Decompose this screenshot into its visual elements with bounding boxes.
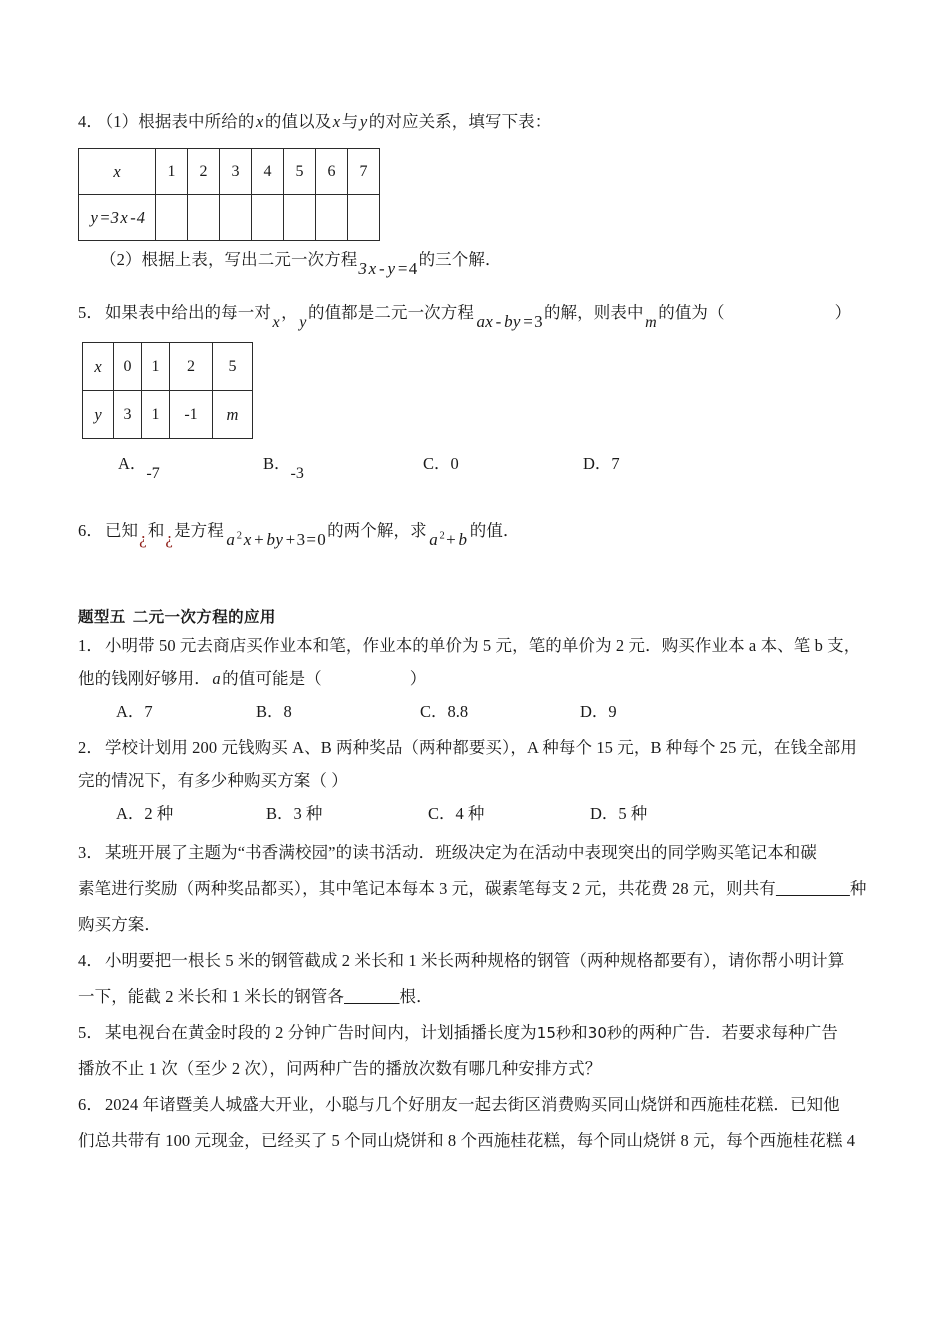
q5-equation: ax - by =3 <box>476 312 543 331</box>
choice-d[interactable]: D．5 种 <box>590 804 648 823</box>
question-4-part2 <box>100 245 878 278</box>
q5-row-y-label: y <box>83 391 114 439</box>
q5-var-y: y <box>299 314 307 331</box>
choice-a[interactable]: A．2 种 <box>116 804 174 823</box>
sub-question-5-number: 5． <box>78 1023 103 1042</box>
fill-in-blank[interactable] <box>344 987 400 1006</box>
s3-line2-a: 素笔进行奖励（两种奖品都买），其中笔记本每本 3 元，碳素笔每支 2 元，共花费 28 元，则共有 <box>78 879 776 898</box>
sub-question-3-line2 <box>78 871 878 907</box>
sub-question-1-line1 <box>78 631 878 661</box>
q4-x-value: 5 <box>284 149 316 195</box>
q4-header-label: x <box>79 149 156 195</box>
question-4-part1 <box>78 104 878 140</box>
q4-part1-tail: 的对应关系，填写下表： <box>368 112 552 131</box>
sub-question-2-number: 2． <box>78 738 103 757</box>
s5-duration-2: 30秒 <box>587 1024 623 1042</box>
q6-mid: 是方程 <box>174 521 224 540</box>
sub-question-3-line1 <box>78 835 878 871</box>
choice-b[interactable]: B．3 种 <box>266 804 323 823</box>
s3-line3: 购买方案． <box>78 915 161 934</box>
table-row-answers <box>79 195 380 241</box>
q5-mid: 的值都是二元一次方程 <box>307 303 474 322</box>
q6-tail: 的值． <box>469 521 520 540</box>
question-4-table <box>78 148 380 241</box>
q6-equation: a $^2$x + by +3=0 <box>226 530 327 549</box>
q4-answer-cell[interactable] <box>156 195 188 241</box>
sub-question-6-number: 6． <box>78 1095 103 1114</box>
q4-var-x-2: x <box>332 112 341 131</box>
sub-question-2-line2 <box>78 763 878 799</box>
q5-mid2: 的解，则表中 <box>543 303 644 322</box>
q4-equation-label: y =3x -4 <box>90 207 145 227</box>
choice-c[interactable]: C．4 种 <box>428 804 485 823</box>
q6-and: 和 <box>147 521 165 540</box>
s1-line1: 小明带 50 元去商店买作业本和笔，作业本的单价为 5 元，笔的单价为 2 元．购买作业本 a 本、笔 b 支， <box>104 636 861 655</box>
s1-line2-a: 他的钱刚好够用． <box>78 669 211 688</box>
q4-answer-cell[interactable] <box>252 195 284 241</box>
choice-a[interactable]: A．-7 <box>118 454 160 482</box>
q4-x-value: 2 <box>188 149 220 195</box>
section-title-main: 题型五 <box>78 608 126 626</box>
missing-equation-glyph: ¿ <box>165 529 174 548</box>
choice-c[interactable]: C．0 <box>423 454 459 473</box>
sub-question-3-number: 3． <box>78 843 103 862</box>
q4-answer-cell[interactable] <box>316 195 348 241</box>
q5-x-value: 5 <box>213 343 253 391</box>
q4-x-value: 7 <box>348 149 380 195</box>
table-row-header <box>79 149 380 195</box>
s2-line2: 完的情况下，有多少种购买方案（ ） <box>78 771 348 790</box>
q5-tail: 的值为（ <box>658 303 725 322</box>
q4-part2-lead: （2）根据上表，写出二元一次方程 <box>100 250 358 269</box>
q4-x-value: 3 <box>220 149 252 195</box>
q5-y-value: -1 <box>170 391 213 439</box>
sub-question-1-line2 <box>78 661 878 697</box>
s5-line1-c: 的两种广告．若要求每种广告 <box>622 1023 838 1042</box>
q4-x-value: 4 <box>252 149 284 195</box>
s3-line1: 某班开展了主题为“书香满校园”的读书活动．班级决定为在活动中表现突出的同学购买笔记本和碳 <box>104 843 817 862</box>
table-row <box>83 391 253 439</box>
s6-line1: 2024 年诸暨美人城盛大开业，小聪与几个好朋友一起去街区消费购买同山烧饼和西施桂花糕．已知他 <box>104 1095 840 1114</box>
sub-question-6-line1 <box>78 1087 878 1123</box>
q4-var-y: y <box>359 112 368 131</box>
sub-question-1-choices <box>78 697 878 733</box>
sub-question-2-choices <box>78 799 878 835</box>
q5-y-value: 3 <box>114 391 142 439</box>
q4-answer-cell[interactable] <box>188 195 220 241</box>
choice-a[interactable]: A．7 <box>116 702 153 721</box>
section-title-sub: 二元一次方程的应用 <box>132 608 276 626</box>
sub-question-4-line1 <box>78 943 878 979</box>
s4-line1: 小明要把一根长 5 米的钢管截成 2 米长和 1 米长两种规格的钢管（两种规格都要有），请你帮小明计算 <box>104 951 845 970</box>
q6-expression: a $^2$+ b <box>429 530 468 549</box>
q4-row-label <box>79 195 156 241</box>
s4-line2-b: 根． <box>399 987 433 1006</box>
sub-question-6-line2 <box>78 1123 878 1159</box>
q4-var-x-1: x <box>255 112 264 131</box>
section-heading <box>78 605 878 627</box>
q4-part2-equation: 3x - y =4 <box>358 259 418 278</box>
s5-line1-b: 和 <box>571 1023 588 1042</box>
sub-question-2-line1 <box>78 733 878 763</box>
s1-line2-c: ） <box>409 669 427 688</box>
choice-b[interactable]: B．8 <box>256 702 292 721</box>
s3-line2-b: 种 <box>849 879 867 898</box>
missing-equation-glyph: ¿ <box>139 529 147 548</box>
table-row <box>83 343 253 391</box>
q4-x-value: 1 <box>156 149 188 195</box>
sub-question-5-line2 <box>78 1051 878 1087</box>
choice-d[interactable]: D．9 <box>580 702 617 721</box>
q5-var-m: m <box>645 314 657 331</box>
q5-lead: 如果表中给出的每一对 <box>104 303 271 322</box>
fill-in-blank[interactable] <box>776 879 850 898</box>
q4-part1-mid2: 与 <box>341 112 359 131</box>
sub-question-3-line3 <box>78 907 878 943</box>
s4-line2-a: 一下，能截 2 米长和 1 米长的钢管各 <box>78 987 344 1006</box>
s2-line1: 学校计划用 200 元钱购买 A、B 两种奖品（两种都要买），A 种每个 15 元，B 种每个 25 元，在钱全部用 <box>104 738 857 757</box>
s6-line2: 们总共带有 100 元现金，已经买了 5 个同山烧饼和 8 个西施桂花糕，每个同山烧饼 8 元，每个西施桂花糕 4 <box>78 1131 856 1150</box>
q5-comma: ， <box>281 303 298 322</box>
s5-duration-1: 15秒 <box>536 1024 572 1042</box>
question-4-number: 4． <box>78 112 103 131</box>
sub-question-4-line2 <box>78 979 878 1015</box>
choice-d[interactable]: D．7 <box>583 454 620 473</box>
s1-line2-b: 的值可能是（ <box>222 669 322 688</box>
s5-line2: 播放不止 1 次（至少 2 次），问两种广告的播放次数有哪几种安排方式？ <box>78 1059 602 1078</box>
choice-c[interactable]: C．8.8 <box>420 702 469 721</box>
q4-x-value: 6 <box>316 149 348 195</box>
q5-x-value: 2 <box>170 343 213 391</box>
q6-lead: 已知 <box>104 521 139 540</box>
sub-question-4-number: 4． <box>78 951 103 970</box>
sub-question-1-number: 1． <box>78 636 103 655</box>
q4-answer-cell[interactable] <box>348 195 380 241</box>
q4-answer-cell[interactable] <box>284 195 316 241</box>
q4-part1-lead: （1）根据表中所给的 <box>104 112 255 131</box>
question-5-table <box>82 342 253 439</box>
q4-answer-cell[interactable] <box>220 195 252 241</box>
q5-row-x-label: x <box>83 343 114 391</box>
question-6-stem <box>78 513 878 549</box>
choice-b[interactable]: B．-3 <box>263 454 304 482</box>
q5-y-value: m <box>213 391 253 439</box>
q5-tail-close: ） <box>834 303 852 322</box>
q5-x-value: 0 <box>114 343 142 391</box>
s1-var-a: a <box>212 669 221 688</box>
question-6-number: 6． <box>78 521 103 540</box>
question-5-choices <box>78 449 878 485</box>
sub-question-5-line1 <box>78 1015 878 1051</box>
q5-y-value: 1 <box>142 391 170 439</box>
q4-part2-tail: 的三个解． <box>418 250 502 269</box>
q6-mid2: 的两个解，求 <box>327 521 427 540</box>
q5-x-value: 1 <box>142 343 170 391</box>
q4-part1-mid: 的值以及 <box>264 112 332 131</box>
s5-line1-a: 某电视台在黄金时段的 2 分钟广告时间内，计划插播长度为 <box>104 1023 537 1042</box>
q5-var-x: x <box>272 314 280 331</box>
question-5-number: 5． <box>78 303 103 322</box>
question-5-stem <box>78 295 878 332</box>
